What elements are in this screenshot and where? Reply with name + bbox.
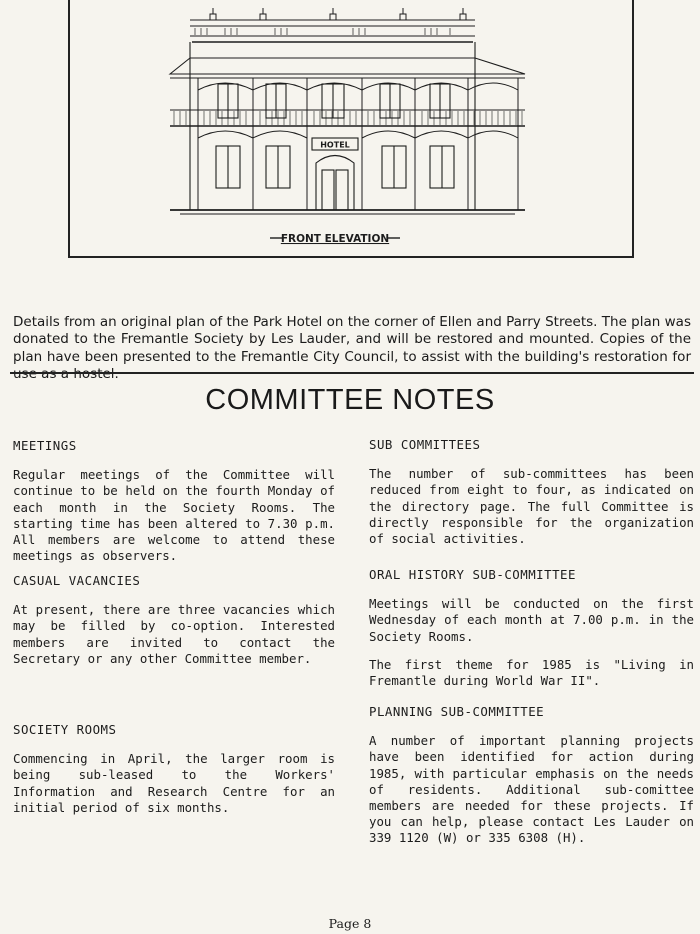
section-title: COMMITTEE NOTES: [205, 384, 495, 416]
subcommittees-body: The number of sub-committees has been reduced from eight to four, as indicated on the directory page. The full Committee is directly responsible for the organization of social activities.: [369, 466, 694, 547]
oral-history-heading: ORAL HISTORY SUB-COMMITTEE: [369, 567, 576, 582]
vacancies-heading: CASUAL VACANCIES: [13, 573, 141, 588]
left-column-rooms: [13, 722, 335, 816]
right-column-oral-history: [369, 567, 694, 689]
page-number: Page 8: [328, 916, 372, 931]
right-column-subcommittees: [369, 437, 694, 547]
planning-heading: PLANNING SUB-COMMITTEE: [369, 704, 545, 719]
vacancies-body: At present, there are three vacancies which may be filled by co-option. Interested members are invited to contact the Secretary or any other Committee member.: [13, 602, 335, 666]
rooms-body: Commencing in April, the larger room is being sub-leased to the Workers' Information and Research Centre for an initial period of six months.: [13, 751, 335, 815]
oral-history-body: Meetings will be conducted on the first Wednesday of each month at 7.00 p.m. in the Society Rooms.: [369, 596, 694, 644]
meetings-body: Regular meetings of the Committee will continue to be held on the fourth Monday of each month in the Society Rooms. The starting time has been altered to 7.30 p.m. All members are welcome to attend these meetings as observers.: [13, 467, 335, 564]
rooms-heading: SOCIETY ROOMS: [13, 722, 117, 737]
section-divider: [10, 372, 694, 374]
meetings-heading: MEETINGS: [13, 438, 77, 453]
oral-history-theme: The first theme for 1985 is "Living in Fremantle during World War II".: [369, 656, 694, 689]
figure-label: FRONT ELEVATION: [280, 233, 390, 245]
hotel-sign: HOTEL: [320, 140, 350, 150]
left-column: [13, 438, 335, 564]
hotel-elevation-figure: [68, 0, 634, 258]
subcommittees-heading: SUB COMMITTEES: [369, 437, 481, 452]
hotel-facade-drawing: [70, 0, 632, 254]
left-column-vacancies: [13, 573, 335, 667]
right-column-planning: [369, 704, 694, 847]
planning-body: A number of important planning projects have been identified for action during 1985, with particular emphasis on the needs of residents. Additional sub-comittee members are needed for these projects. If you can help, please contact Les Lauder on 339 1120 (W) or 335 6308 (H).: [369, 733, 694, 846]
figure-caption: Details from an original plan of the Park Hotel on the corner of Ellen and Parry Streets. The plan was donated to the Fremantle Society by Les Lauder, and will be restored and mounted. Copies of the plan have been presented to the Fremantle City Council, to assist with the building's restoration for use as a hostel.: [13, 313, 691, 382]
